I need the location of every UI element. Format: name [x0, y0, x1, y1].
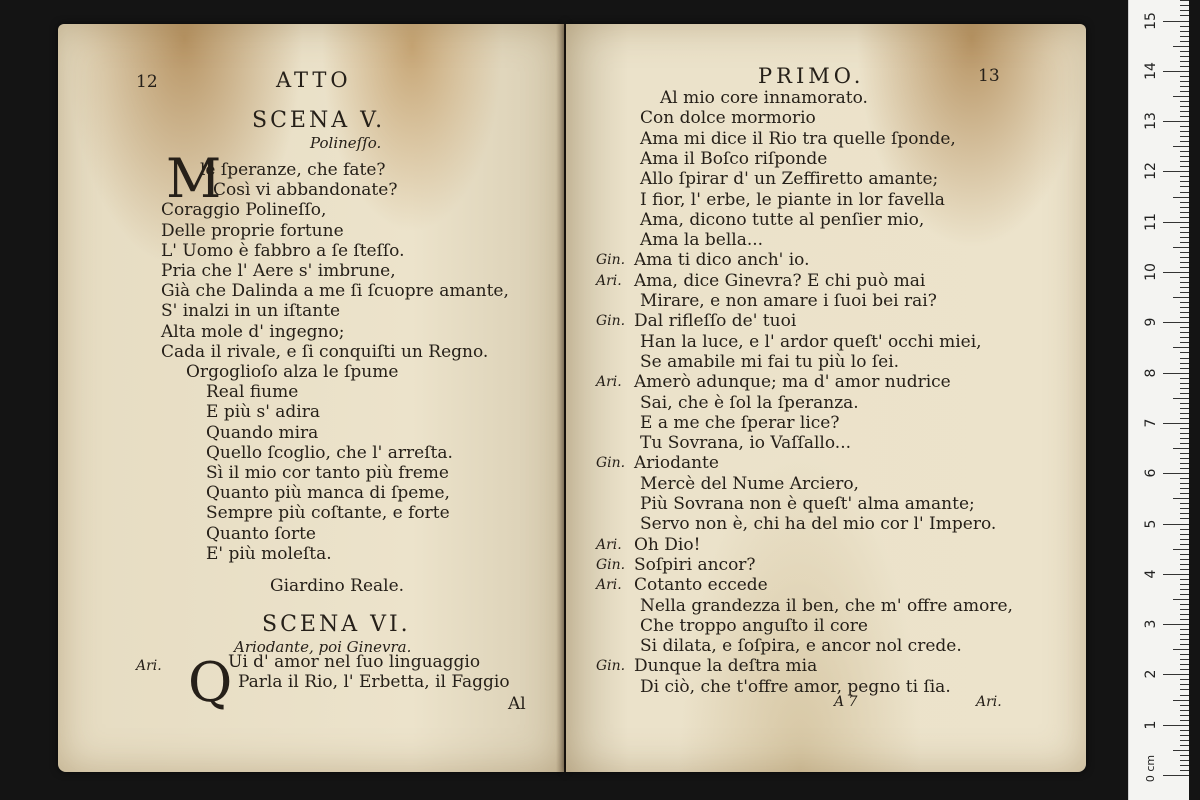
right-verse-line: Che troppo anguſto il core	[640, 615, 868, 636]
right-verse-line: Ama, dice Ginevra? E chi può mai	[634, 270, 926, 291]
ruler-tick	[1180, 337, 1189, 338]
right-page	[566, 24, 1086, 772]
ruler-tick	[1180, 86, 1189, 87]
ruler-tick	[1180, 493, 1189, 494]
right-verse-line: Soſpiri ancor?	[634, 554, 756, 575]
right-verse-line: Sai, che è ſol la ſperanza.	[640, 392, 859, 413]
ruler-tick	[1180, 710, 1189, 711]
ruler-tick	[1163, 21, 1189, 22]
ruler-tick	[1180, 378, 1189, 379]
ruler-unit-label: 0 cm	[1144, 754, 1158, 783]
signature-mark: A 7	[834, 694, 858, 710]
scene5-verse-line: Quanto più manca di ſpeme,	[206, 483, 450, 504]
right-verse-line: Ama ti dico anch' io.	[634, 250, 810, 271]
ruler-tick	[1180, 478, 1189, 479]
right-verse-line: Nella grandezza il ben, che m' offre amore,	[640, 595, 1013, 616]
scene5-verse-line: Quanto ſorte	[206, 523, 316, 544]
ruler-tick	[1180, 232, 1189, 233]
scene5-verse-line: S' inalzi in un iſtante	[161, 301, 341, 322]
ruler-tick	[1180, 689, 1189, 690]
ruler-number: 4	[1143, 569, 1159, 579]
ruler-tick	[1180, 428, 1189, 429]
ruler-tick	[1173, 46, 1189, 47]
ruler-tick	[1180, 679, 1189, 680]
ruler-tick	[1180, 559, 1189, 560]
ruler-tick	[1180, 609, 1189, 610]
right-catchword: Ari.	[976, 694, 1002, 710]
right-verse-line: Ama mi dice il Rio tra quelle ſponde,	[640, 128, 956, 149]
ruler-tick	[1163, 574, 1189, 575]
ruler-tick	[1180, 388, 1189, 389]
ruler-number: 2	[1143, 669, 1159, 679]
ruler-tick	[1173, 750, 1189, 751]
right-verse-line: Dal rifleſſo de' tuoi	[634, 311, 797, 332]
ruler-tick	[1180, 262, 1189, 263]
scene5-verse-line: Coraggio Polineſſo,	[161, 200, 327, 221]
right-verse-line: Servo non è, chi ha del mio cor l' Impero.	[640, 514, 997, 535]
ruler-tick	[1180, 192, 1189, 193]
left-page	[58, 24, 564, 772]
ruler-tick	[1180, 156, 1189, 157]
ruler-tick	[1180, 765, 1189, 766]
ruler-tick	[1173, 96, 1189, 97]
ruler-tick	[1180, 26, 1189, 27]
ruler-tick	[1180, 181, 1189, 182]
ruler-tick	[1180, 488, 1189, 489]
ruler-tick	[1180, 453, 1189, 454]
ruler-tick	[1180, 463, 1189, 464]
ruler-tick	[1180, 664, 1189, 665]
ruler-tick	[1180, 518, 1189, 519]
ruler-tick	[1173, 498, 1189, 499]
ruler-tick	[1180, 76, 1189, 77]
ruler-tick	[1173, 197, 1189, 198]
ruler-tick	[1180, 443, 1189, 444]
scene5-verse-line: Sempre più coſtante, e forte	[206, 503, 450, 524]
right-verse-line: Al mio core innamorato.	[660, 88, 868, 108]
ruler-tick	[1180, 770, 1189, 771]
ruler-tick	[1180, 508, 1189, 509]
ruler-tick	[1180, 56, 1189, 57]
ruler-tick	[1180, 15, 1189, 16]
ruler-tick	[1163, 473, 1189, 474]
ruler-tick	[1180, 669, 1189, 670]
right-verse-line: Mirare, e non amare i ſuoi bei rai?	[640, 291, 937, 311]
ruler-number: 11	[1143, 212, 1159, 231]
ruler-tick	[1180, 66, 1189, 67]
ruler-tick	[1180, 629, 1189, 630]
ruler-tick	[1180, 161, 1189, 162]
ruler-number: 8	[1143, 368, 1159, 378]
right-verse-line: Cotanto eccede	[634, 575, 768, 596]
ruler-number: 9	[1143, 317, 1159, 327]
speaker-label: Ari.	[596, 536, 622, 553]
ruler-tick	[1180, 327, 1189, 328]
ruler-tick	[1180, 106, 1189, 107]
right-verse-line: E a me che ſperar lice?	[640, 412, 840, 433]
ruler-number: 14	[1143, 61, 1159, 80]
ruler-tick	[1180, 730, 1189, 731]
ruler-tick	[1163, 171, 1189, 172]
ruler-tick	[1180, 317, 1189, 318]
ruler-tick	[1173, 700, 1189, 701]
right-verse-line: Ama, dicono tutte al penſier mio,	[640, 209, 925, 230]
ruler-number: 12	[1143, 162, 1159, 181]
scene5-verse-line: Delle proprie fortune	[161, 220, 344, 241]
ruler-number: 6	[1143, 468, 1159, 478]
ruler-tick	[1180, 61, 1189, 62]
right-running-head: PRIMO.	[758, 64, 865, 88]
scene5-verse-line: Quando mira	[206, 422, 319, 443]
ruler-tick	[1163, 272, 1189, 273]
ruler-tick	[1180, 579, 1189, 580]
ruler-number: 15	[1143, 11, 1159, 30]
ruler-tick	[1180, 91, 1189, 92]
ruler-tick	[1173, 297, 1189, 298]
ruler-tick	[1180, 141, 1189, 142]
ruler-tick	[1180, 242, 1189, 243]
right-verse-line: Tu Sovrana, io Vaſſallo...	[640, 433, 851, 454]
ruler-tick	[1180, 202, 1189, 203]
left-running-head: ATTO	[276, 68, 352, 92]
right-verse-line: Mercè del Nume Arciero,	[640, 473, 859, 494]
ruler-tick	[1180, 101, 1189, 102]
ruler-tick	[1180, 267, 1189, 268]
scene5-character: Polineſſo.	[310, 134, 382, 152]
ruler-tick	[1180, 176, 1189, 177]
ruler-tick	[1180, 529, 1189, 530]
ruler-tick	[1180, 51, 1189, 52]
ruler-tick	[1173, 347, 1189, 348]
scene5-verse-line: Alta mole d' ingegno;	[161, 321, 345, 342]
scene5-verse-line: Real fiume	[206, 382, 299, 403]
ruler-tick	[1163, 725, 1189, 726]
scene6-title: SCENA VI.	[262, 612, 411, 637]
ruler-tick	[1180, 564, 1189, 565]
ruler-tick	[1180, 257, 1189, 258]
scene5-verse-line: Sì il mio cor tanto più freme	[206, 463, 449, 483]
right-verse-line: Più Sovrana non è queſt' alma amante;	[640, 494, 975, 514]
speaker-label: Gin.	[596, 252, 626, 269]
ruler-tick	[1180, 569, 1189, 570]
ruler-tick	[1180, 589, 1189, 590]
ruler-tick	[1180, 639, 1189, 640]
ruler-tick	[1163, 674, 1189, 675]
ruler-tick	[1180, 393, 1189, 394]
right-verse-line: Si dilata, e ſoſpira, e ancor nol crede.	[640, 636, 962, 657]
ruler-tick	[1180, 544, 1189, 545]
left-page-number: 12	[136, 72, 158, 92]
ruler-tick	[1180, 41, 1189, 42]
ruler-tick	[1180, 659, 1189, 660]
ruler-tick	[1173, 649, 1189, 650]
ruler-tick	[1180, 644, 1189, 645]
scene5-verse-line: Orgoglioſo alza le ſpume	[186, 362, 399, 382]
speaker-label: Gin.	[596, 556, 626, 573]
right-verse-line: Se amabile mi fai tu più lo ſei.	[640, 351, 900, 372]
scene6-verse-line: Parla il Rio, l' Erbetta, il Faggio	[238, 672, 510, 692]
ruler-tick	[1180, 358, 1189, 359]
ruler-tick	[1180, 302, 1189, 303]
ruler-number: 1	[1143, 720, 1159, 730]
scene5-verse-line: Pria che l' Aere s' imbrune,	[161, 261, 396, 281]
right-verse-line: Ama il Boſco riſponde	[640, 148, 828, 169]
ruler-tick	[1163, 373, 1189, 374]
speaker-label: Ari.	[596, 272, 622, 289]
speaker-label: Gin.	[596, 455, 626, 472]
scene5-verse-line: L' Uomo è fabbro a ſe ſteſſo.	[161, 240, 405, 261]
ruler-tick	[1180, 438, 1189, 439]
ruler-tick	[1180, 503, 1189, 504]
measuring-ruler	[1128, 0, 1189, 800]
ruler-tick	[1180, 292, 1189, 293]
ruler-tick	[1163, 423, 1189, 424]
ruler-tick	[1180, 287, 1189, 288]
ruler-tick	[1163, 222, 1189, 223]
ruler-tick	[1173, 247, 1189, 248]
ruler-tick	[1180, 31, 1189, 32]
ruler-tick	[1163, 121, 1189, 122]
ruler-tick	[1180, 539, 1189, 540]
ruler-number: 5	[1143, 519, 1159, 528]
ruler-tick	[1173, 146, 1189, 147]
speaker-label: Gin.	[596, 313, 626, 330]
scene5-verse-line: Già che Dalinda a me ſi ſcuopre amante,	[161, 281, 509, 302]
ruler-tick	[1180, 10, 1189, 11]
right-page-number: 13	[978, 66, 1000, 86]
scene6-verse-line: Ui d' amor nel ſuo linguaggio	[228, 652, 481, 672]
right-verse-line: Dunque la deſtra mia	[634, 656, 818, 677]
ruler-tick	[1180, 217, 1189, 218]
ruler-number: 3	[1143, 619, 1159, 629]
ruler-tick	[1180, 227, 1189, 228]
ruler-tick	[1180, 207, 1189, 208]
speaker-label: Ari.	[596, 374, 622, 391]
ruler-tick	[1180, 282, 1189, 283]
right-verse-line: Oh Dio!	[634, 534, 701, 555]
ruler-tick	[1163, 524, 1189, 525]
ruler-number: 7	[1143, 418, 1159, 428]
left-catchword: Al	[508, 694, 526, 714]
right-verse-line: Con dolce mormorio	[640, 108, 816, 129]
ruler-tick	[1180, 352, 1189, 353]
ruler-tick	[1180, 131, 1189, 132]
scene5-dropcap: M	[166, 147, 222, 210]
ruler-tick	[1180, 418, 1189, 419]
ruler-tick	[1180, 5, 1189, 6]
ruler-tick	[1180, 368, 1189, 369]
ruler-tick	[1173, 599, 1189, 600]
scene5-title: SCENA V.	[252, 108, 386, 133]
ruler-tick	[1180, 654, 1189, 655]
ruler-tick	[1163, 624, 1189, 625]
ruler-tick	[1180, 151, 1189, 152]
ruler-tick	[1180, 307, 1189, 308]
ruler-tick	[1180, 604, 1189, 605]
ruler-tick	[1180, 0, 1189, 1]
ruler-tick	[1180, 332, 1189, 333]
ruler-tick	[1180, 513, 1189, 514]
ruler-tick	[1180, 81, 1189, 82]
ruler-tick	[1180, 715, 1189, 716]
right-verse-line: I fior, l' erbe, le piante in lor favella	[640, 189, 945, 210]
ruler-tick	[1180, 252, 1189, 253]
ruler-tick	[1180, 584, 1189, 585]
ruler-tick	[1163, 322, 1189, 323]
right-verse-line: Han la luce, e l' ardor queſt' occhi miei,	[640, 331, 982, 352]
ruler-tick	[1180, 363, 1189, 364]
scene5-verse-line: E' più moleſta.	[206, 543, 332, 564]
right-verse-line: Di ciò, che t'offre amor, pegno ti ſia.	[640, 676, 951, 697]
ruler-tick	[1180, 468, 1189, 469]
ruler-tick	[1180, 237, 1189, 238]
speaker-label: Gin.	[596, 658, 626, 675]
right-verse-line: Amerò adunque; ma d' amor nudrice	[634, 372, 951, 393]
ruler-tick	[1180, 705, 1189, 706]
ruler-tick	[1180, 126, 1189, 127]
ruler-tick	[1180, 383, 1189, 384]
ruler-tick	[1180, 413, 1189, 414]
ruler-tick	[1180, 458, 1189, 459]
ruler-tick	[1173, 448, 1189, 449]
ruler-tick	[1180, 116, 1189, 117]
right-verse-line: Ama la bella...	[640, 230, 764, 251]
ruler-tick	[1163, 775, 1189, 776]
scene5-verse-line: Quello ſcoglio, che l' arreſta.	[206, 442, 453, 463]
right-verse-line: Allo ſpirar d' un Zeffiretto amante;	[640, 169, 939, 190]
scene5-verse-line: Così vi abbandonate?	[213, 180, 398, 201]
scene5-verse-line: E più s' adira	[206, 402, 321, 423]
ruler-tick	[1180, 684, 1189, 685]
ruler-tick	[1180, 720, 1189, 721]
ruler-number: 10	[1143, 263, 1159, 281]
ruler-tick	[1180, 36, 1189, 37]
right-verse-line: Ariodante	[634, 453, 719, 474]
scene6-dropcap: Q	[188, 651, 233, 714]
scene5-verse-line: Cada il rivale, e ſi conquiſti un Regno.	[161, 341, 489, 362]
ruler-tick	[1180, 554, 1189, 555]
ruler-tick	[1180, 186, 1189, 187]
ruler-number: 13	[1143, 112, 1159, 131]
ruler-tick	[1180, 408, 1189, 409]
ruler-tick	[1180, 136, 1189, 137]
scene6-character: Ariodante, poi Ginevra.	[234, 638, 412, 656]
ruler-tick	[1180, 619, 1189, 620]
ruler-tick	[1180, 166, 1189, 167]
ruler-tick	[1180, 403, 1189, 404]
ruler-tick	[1180, 277, 1189, 278]
scene5-verse-line: le ſperanze, che fate?	[200, 160, 386, 180]
ruler-tick	[1180, 614, 1189, 615]
ruler-tick	[1180, 111, 1189, 112]
scene6-speaker: Ari.	[136, 658, 162, 674]
speaker-label: Ari.	[596, 577, 622, 594]
ruler-tick	[1180, 695, 1189, 696]
ruler-tick	[1180, 212, 1189, 213]
ruler-tick	[1173, 398, 1189, 399]
ruler-tick	[1180, 534, 1189, 535]
ruler-tick	[1180, 760, 1189, 761]
ruler-tick	[1180, 745, 1189, 746]
ruler-tick	[1180, 755, 1189, 756]
setting-line: Giardino Reale.	[270, 576, 405, 596]
ruler-tick	[1173, 549, 1189, 550]
ruler-tick	[1180, 342, 1189, 343]
ruler-tick	[1180, 483, 1189, 484]
ruler-tick	[1180, 433, 1189, 434]
ruler-tick	[1180, 634, 1189, 635]
ruler-tick	[1180, 312, 1189, 313]
ruler-tick	[1180, 594, 1189, 595]
ruler-tick	[1163, 71, 1189, 72]
ruler-tick	[1180, 740, 1189, 741]
ruler-tick	[1180, 735, 1189, 736]
